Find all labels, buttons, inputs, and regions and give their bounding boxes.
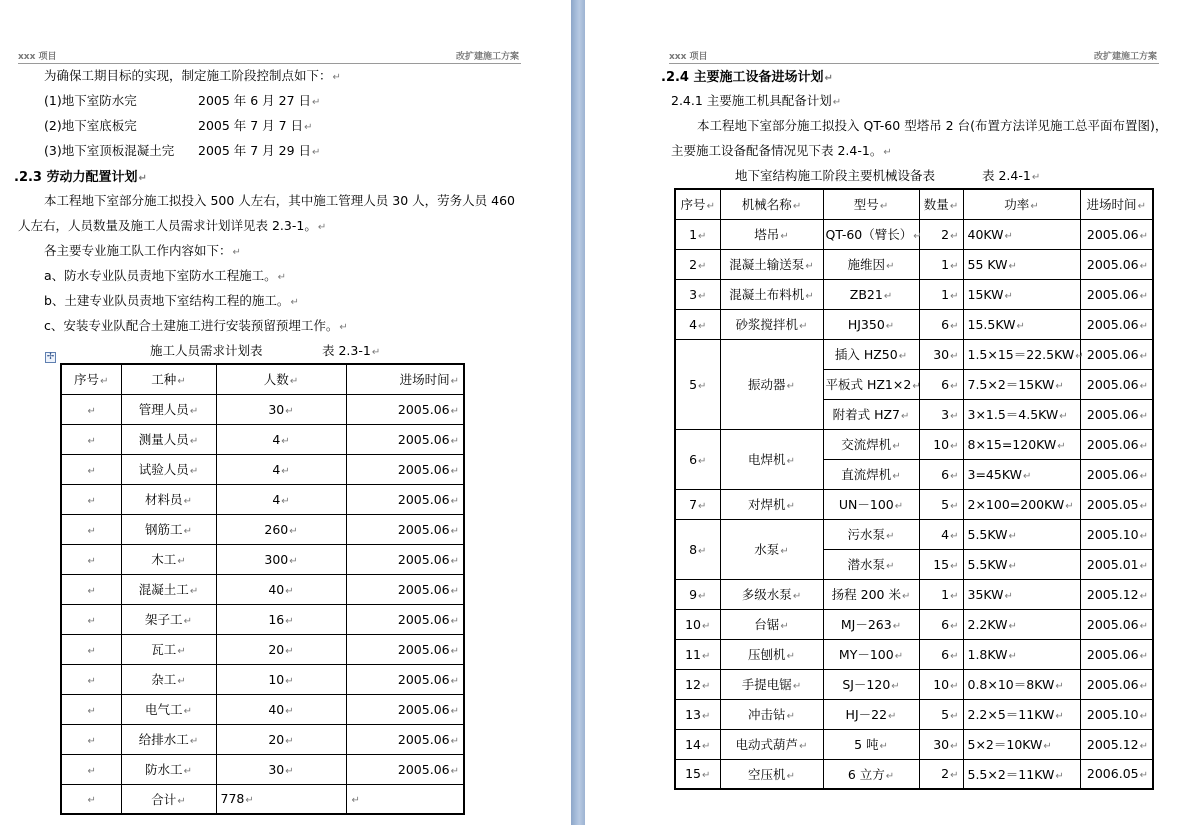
machine-name: 塔吊↵ bbox=[720, 219, 823, 249]
machine-qty: 5↵ bbox=[919, 699, 963, 729]
machine-power: 35KW↵ bbox=[963, 579, 1080, 609]
worker-count: 40↵ bbox=[216, 574, 346, 604]
table-row bbox=[61, 724, 464, 754]
equipment-table-caption: 地下室结构施工阶段主要机械设备表 表 2.4-1↵ bbox=[735, 168, 1041, 183]
table-row bbox=[675, 339, 1153, 369]
worker-count: 4↵ bbox=[216, 424, 346, 454]
row-number: 5↵ bbox=[675, 339, 720, 429]
worker-type: 钢筋工↵ bbox=[121, 514, 216, 544]
page-header bbox=[18, 48, 521, 64]
arrival-time: 2005.06↵ bbox=[346, 514, 464, 544]
milestone-3: (3)地下室顶板混凝土完 2005 年 7 月 29 日↵ bbox=[44, 143, 321, 158]
table-row bbox=[61, 394, 464, 424]
table-row bbox=[61, 754, 464, 784]
arrival-time: 2005.06↵ bbox=[346, 574, 464, 604]
equipment-table bbox=[674, 188, 1154, 790]
table-row bbox=[675, 309, 1153, 339]
machine-qty: 6↵ bbox=[919, 639, 963, 669]
header-cell: 功率↵ bbox=[963, 189, 1080, 219]
table-row bbox=[61, 634, 464, 664]
machine-qty: 10↵ bbox=[919, 429, 963, 459]
arrival-time: 2005.06↵ bbox=[346, 754, 464, 784]
arrival-time: 2005.06↵ bbox=[1080, 609, 1153, 639]
labor-para-line1: 本工程地下室部分施工拟投入 500 人左右，其中施工管理人员 30 人，劳务人员 460 bbox=[44, 193, 515, 208]
arrival-time: 2005.05↵ bbox=[1080, 489, 1153, 519]
machine-model: SJ－120↵ bbox=[823, 669, 919, 699]
machine-model: MY－100↵ bbox=[823, 639, 919, 669]
machine-qty: 6↵ bbox=[919, 609, 963, 639]
table-row bbox=[675, 519, 1153, 549]
machine-power: 2.2×5＝11KW↵ bbox=[963, 699, 1080, 729]
machine-name: 混凝土输送泵↵ bbox=[720, 249, 823, 279]
machine-model: UN－100↵ bbox=[823, 489, 919, 519]
machine-name: 混凝土布料机↵ bbox=[720, 279, 823, 309]
table-row bbox=[675, 699, 1153, 729]
table-total-row bbox=[61, 784, 464, 814]
worker-type: 瓦工↵ bbox=[121, 634, 216, 664]
table-row bbox=[61, 604, 464, 634]
table-cell: ↵ bbox=[61, 694, 121, 724]
row-number: 10↵ bbox=[675, 609, 720, 639]
arrival-time: 2006.05↵ bbox=[1080, 759, 1153, 789]
worker-type: 给排水工↵ bbox=[121, 724, 216, 754]
milestone-1: (1)地下室防水完 2005 年 6 月 27 日↵ bbox=[44, 93, 321, 108]
arrival-time: 2005.06↵ bbox=[1080, 309, 1153, 339]
right-page bbox=[585, 0, 1181, 825]
table-cell: ↵ bbox=[346, 784, 464, 814]
arrival-time: 2005.06↵ bbox=[346, 634, 464, 664]
machine-name: 电动式葫芦↵ bbox=[720, 729, 823, 759]
row-number: 8↵ bbox=[675, 519, 720, 579]
machine-model: 5 吨↵ bbox=[823, 729, 919, 759]
table-header-row bbox=[675, 189, 1153, 219]
machine-power: 1.8KW↵ bbox=[963, 639, 1080, 669]
arrival-time: 2005.06↵ bbox=[346, 424, 464, 454]
worker-count: 40↵ bbox=[216, 694, 346, 724]
staff-table-caption: 施工人员需求计划表 表 2.3-1↵ bbox=[150, 343, 381, 358]
table-cell: ↵ bbox=[61, 454, 121, 484]
arrival-time: 2005.10↵ bbox=[1080, 519, 1153, 549]
row-number: 14↵ bbox=[675, 729, 720, 759]
worker-count: 260↵ bbox=[216, 514, 346, 544]
machine-qty: 3↵ bbox=[919, 399, 963, 429]
row-number: 13↵ bbox=[675, 699, 720, 729]
team-item-b: b、土建专业队员责地下室结构工程的施工。↵ bbox=[44, 293, 299, 308]
worker-count: 4↵ bbox=[216, 484, 346, 514]
table-row bbox=[675, 489, 1153, 519]
arrival-time: 2005.12↵ bbox=[1080, 729, 1153, 759]
machine-qty: 2↵ bbox=[919, 219, 963, 249]
machine-power: 2.2KW↵ bbox=[963, 609, 1080, 639]
teams-intro: 各主要专业施工队工作内容如下：↵ bbox=[44, 243, 241, 258]
arrival-time: 2005.06↵ bbox=[1080, 639, 1153, 669]
row-number: 12↵ bbox=[675, 669, 720, 699]
table-cell: ↵ bbox=[61, 784, 121, 814]
machine-model: 附着式 HZ7↵ bbox=[823, 399, 919, 429]
worker-type: 混凝土工↵ bbox=[121, 574, 216, 604]
machine-model: HJ－22↵ bbox=[823, 699, 919, 729]
table-cell: ↵ bbox=[61, 634, 121, 664]
machine-qty: 1↵ bbox=[919, 579, 963, 609]
machine-model: 污水泵↵ bbox=[823, 519, 919, 549]
machine-power: 2×100=200KW↵ bbox=[963, 489, 1080, 519]
header-doc-title: 改扩建施工方案 bbox=[455, 52, 519, 62]
machine-name: 手提电锯↵ bbox=[720, 669, 823, 699]
machine-qty: 30↵ bbox=[919, 729, 963, 759]
machine-name: 电焊机↵ bbox=[720, 429, 823, 489]
table-row bbox=[675, 669, 1153, 699]
header-cell: 进场时间↵ bbox=[346, 364, 464, 394]
machine-model: 插入 HZ50↵ bbox=[823, 339, 919, 369]
table-cell: ↵ bbox=[61, 544, 121, 574]
machine-qty: 30↵ bbox=[919, 339, 963, 369]
machine-power: 5.5KW↵ bbox=[963, 519, 1080, 549]
arrival-time: 2005.06↵ bbox=[1080, 279, 1153, 309]
arrival-time: 2005.06↵ bbox=[346, 544, 464, 574]
header-cell: 机械名称↵ bbox=[720, 189, 823, 219]
table-header-row bbox=[61, 364, 464, 394]
table-row bbox=[675, 729, 1153, 759]
machine-qty: 15↵ bbox=[919, 549, 963, 579]
machine-model: 施维因↵ bbox=[823, 249, 919, 279]
machine-model: HJ350↵ bbox=[823, 309, 919, 339]
machine-qty: 6↵ bbox=[919, 459, 963, 489]
arrival-time: 2005.06↵ bbox=[1080, 459, 1153, 489]
arrival-time: 2005.06↵ bbox=[346, 664, 464, 694]
subsection-heading-2-4-1: 2.4.1 主要施工机具配备计划↵ bbox=[671, 93, 842, 108]
table-row bbox=[675, 639, 1153, 669]
arrival-time: 2005.06↵ bbox=[1080, 429, 1153, 459]
table-row bbox=[61, 544, 464, 574]
table-row bbox=[675, 579, 1153, 609]
table-row bbox=[675, 219, 1153, 249]
header-cell: 序号↵ bbox=[675, 189, 720, 219]
machine-qty: 5↵ bbox=[919, 489, 963, 519]
row-number: 7↵ bbox=[675, 489, 720, 519]
header-cell: 数量↵ bbox=[919, 189, 963, 219]
machine-name: 压刨机↵ bbox=[720, 639, 823, 669]
worker-count: 4↵ bbox=[216, 454, 346, 484]
intro-line: 为确保工期目标的实现，制定施工阶段控制点如下：↵ bbox=[44, 68, 341, 83]
machine-qty: 2↵ bbox=[919, 759, 963, 789]
arrival-time: 2005.06↵ bbox=[1080, 399, 1153, 429]
table-cell: ↵ bbox=[61, 724, 121, 754]
machine-power: 1.5×15＝22.5KW↵ bbox=[963, 339, 1080, 369]
machine-qty: 1↵ bbox=[919, 279, 963, 309]
machine-power: 7.5×2＝15KW↵ bbox=[963, 369, 1080, 399]
worker-type: 试验人员↵ bbox=[121, 454, 216, 484]
machine-model: ZB21↵ bbox=[823, 279, 919, 309]
table-row bbox=[61, 694, 464, 724]
worker-type: 测量人员↵ bbox=[121, 424, 216, 454]
machine-name: 空压机↵ bbox=[720, 759, 823, 789]
team-item-a: a、防水专业队员责地下室防水工程施工。↵ bbox=[44, 268, 287, 283]
table-row bbox=[675, 249, 1153, 279]
worker-count: 10↵ bbox=[216, 664, 346, 694]
arrival-time: 2005.06↵ bbox=[346, 604, 464, 634]
section-heading-2-4: .2.4 主要施工设备进场计划↵ bbox=[661, 70, 833, 85]
machine-qty: 6↵ bbox=[919, 369, 963, 399]
worker-count: 20↵ bbox=[216, 634, 346, 664]
table-cell: ↵ bbox=[61, 484, 121, 514]
machine-model: 扬程 200 米↵ bbox=[823, 579, 919, 609]
section-heading-2-3: .2.3 劳动力配置计划↵ bbox=[14, 170, 147, 185]
table-move-handle[interactable]: ✢ bbox=[46, 352, 55, 362]
machine-qty: 4↵ bbox=[919, 519, 963, 549]
equipment-para-line2: 主要施工设备配备情况见下表 2.4-1。↵ bbox=[671, 143, 892, 158]
machine-model: 平板式 HZ1×2↵ bbox=[823, 369, 919, 399]
arrival-time: 2005.06↵ bbox=[346, 394, 464, 424]
machine-power: 15KW↵ bbox=[963, 279, 1080, 309]
machine-model: QT-60（臂长）↵ bbox=[823, 219, 919, 249]
total-label: 合计↵ bbox=[121, 784, 216, 814]
worker-type: 材料员↵ bbox=[121, 484, 216, 514]
worker-count: 30↵ bbox=[216, 754, 346, 784]
table-row bbox=[61, 484, 464, 514]
table-cell: ↵ bbox=[61, 664, 121, 694]
table-row bbox=[675, 279, 1153, 309]
machine-name: 砂浆搅拌机↵ bbox=[720, 309, 823, 339]
machine-name: 冲击钻↵ bbox=[720, 699, 823, 729]
machine-qty: 6↵ bbox=[919, 309, 963, 339]
machine-name: 多级水泵↵ bbox=[720, 579, 823, 609]
arrival-time: 2005.06↵ bbox=[1080, 339, 1153, 369]
arrival-time: 2005.06↵ bbox=[346, 724, 464, 754]
machine-power: 40KW↵ bbox=[963, 219, 1080, 249]
table-row bbox=[61, 424, 464, 454]
left-page bbox=[0, 0, 571, 825]
arrival-time: 2005.06↵ bbox=[1080, 249, 1153, 279]
page-header bbox=[669, 48, 1159, 64]
arrival-time: 2005.06↵ bbox=[346, 694, 464, 724]
table-row bbox=[61, 454, 464, 484]
worker-count: 30↵ bbox=[216, 394, 346, 424]
machine-model: MJ－263↵ bbox=[823, 609, 919, 639]
machine-power: 5×2＝10KW↵ bbox=[963, 729, 1080, 759]
arrival-time: 2005.06↵ bbox=[1080, 669, 1153, 699]
row-number: 15↵ bbox=[675, 759, 720, 789]
table-row bbox=[675, 429, 1153, 459]
worker-count: 20↵ bbox=[216, 724, 346, 754]
worker-type: 防水工↵ bbox=[121, 754, 216, 784]
machine-power: 3=45KW↵ bbox=[963, 459, 1080, 489]
machine-power: 5.5×2＝11KW↵ bbox=[963, 759, 1080, 789]
machine-model: 直流焊机↵ bbox=[823, 459, 919, 489]
milestone-2: (2)地下室底板完 2005 年 7 月 7 日↵ bbox=[44, 118, 313, 133]
machine-name: 水泵↵ bbox=[720, 519, 823, 579]
worker-type: 木工↵ bbox=[121, 544, 216, 574]
table-row bbox=[61, 664, 464, 694]
machine-power: 55 KW↵ bbox=[963, 249, 1080, 279]
team-item-c: c、安装专业队配合土建施工进行安装预留预埋工作。↵ bbox=[44, 318, 348, 333]
machine-model: 潜水泵↵ bbox=[823, 549, 919, 579]
arrival-time: 2005.12↵ bbox=[1080, 579, 1153, 609]
header-cell: 工种↵ bbox=[121, 364, 216, 394]
machine-name: 台锯↵ bbox=[720, 609, 823, 639]
arrival-time: 2005.06↵ bbox=[346, 454, 464, 484]
machine-power: 15.5KW↵ bbox=[963, 309, 1080, 339]
arrival-time: 2005.01↵ bbox=[1080, 549, 1153, 579]
table-cell: ↵ bbox=[61, 424, 121, 454]
arrival-time: 2005.06↵ bbox=[1080, 369, 1153, 399]
machine-power: 5.5KW↵ bbox=[963, 549, 1080, 579]
machine-name: 振动器↵ bbox=[720, 339, 823, 429]
table-cell: ↵ bbox=[61, 574, 121, 604]
row-number: 6↵ bbox=[675, 429, 720, 489]
total-value: 778↵ bbox=[216, 784, 346, 814]
worker-type: 架子工↵ bbox=[121, 604, 216, 634]
header-cell: 型号↵ bbox=[823, 189, 919, 219]
table-row bbox=[675, 759, 1153, 789]
worker-count: 16↵ bbox=[216, 604, 346, 634]
header-cell: 进场时间↵ bbox=[1080, 189, 1153, 219]
machine-name: 对焊机↵ bbox=[720, 489, 823, 519]
table-cell: ↵ bbox=[61, 514, 121, 544]
table-cell: ↵ bbox=[61, 754, 121, 784]
header-doc-title: 改扩建施工方案 bbox=[1093, 52, 1157, 62]
header-project: xxx 项目 bbox=[669, 52, 708, 62]
machine-power: 0.8×10＝8KW↵ bbox=[963, 669, 1080, 699]
worker-count: 300↵ bbox=[216, 544, 346, 574]
header-cell: 序号↵ bbox=[61, 364, 121, 394]
row-number: 1↵ bbox=[675, 219, 720, 249]
worker-type: 电气工↵ bbox=[121, 694, 216, 724]
machine-power: 8×15=120KW↵ bbox=[963, 429, 1080, 459]
table-cell: ↵ bbox=[61, 604, 121, 634]
labor-para-line2: 人左右，人员数量及施工人员需求计划详见表 2.3-1。↵ bbox=[18, 218, 327, 233]
machine-model: 6 立方↵ bbox=[823, 759, 919, 789]
table-row bbox=[675, 609, 1153, 639]
header-project: xxx 项目 bbox=[18, 52, 57, 62]
staff-requirement-table bbox=[60, 363, 465, 815]
worker-type: 杂工↵ bbox=[121, 664, 216, 694]
row-number: 3↵ bbox=[675, 279, 720, 309]
machine-model: 交流焊机↵ bbox=[823, 429, 919, 459]
row-number: 11↵ bbox=[675, 639, 720, 669]
table-row bbox=[61, 574, 464, 604]
machine-qty: 1↵ bbox=[919, 249, 963, 279]
arrival-time: 2005.06↵ bbox=[346, 484, 464, 514]
page-gutter bbox=[571, 0, 585, 825]
machine-qty: 10↵ bbox=[919, 669, 963, 699]
equipment-para-line1: 本工程地下室部分施工拟投入 QT-60 型塔吊 2 台(布置方法详见施工总平面布置图)， bbox=[697, 118, 1168, 133]
arrival-time: 2005.10↵ bbox=[1080, 699, 1153, 729]
worker-type: 管理人员↵ bbox=[121, 394, 216, 424]
row-number: 2↵ bbox=[675, 249, 720, 279]
machine-power: 3×1.5＝4.5KW↵ bbox=[963, 399, 1080, 429]
row-number: 4↵ bbox=[675, 309, 720, 339]
header-cell: 人数↵ bbox=[216, 364, 346, 394]
arrival-time: 2005.06↵ bbox=[1080, 219, 1153, 249]
table-cell: ↵ bbox=[61, 394, 121, 424]
row-number: 9↵ bbox=[675, 579, 720, 609]
table-row bbox=[61, 514, 464, 544]
